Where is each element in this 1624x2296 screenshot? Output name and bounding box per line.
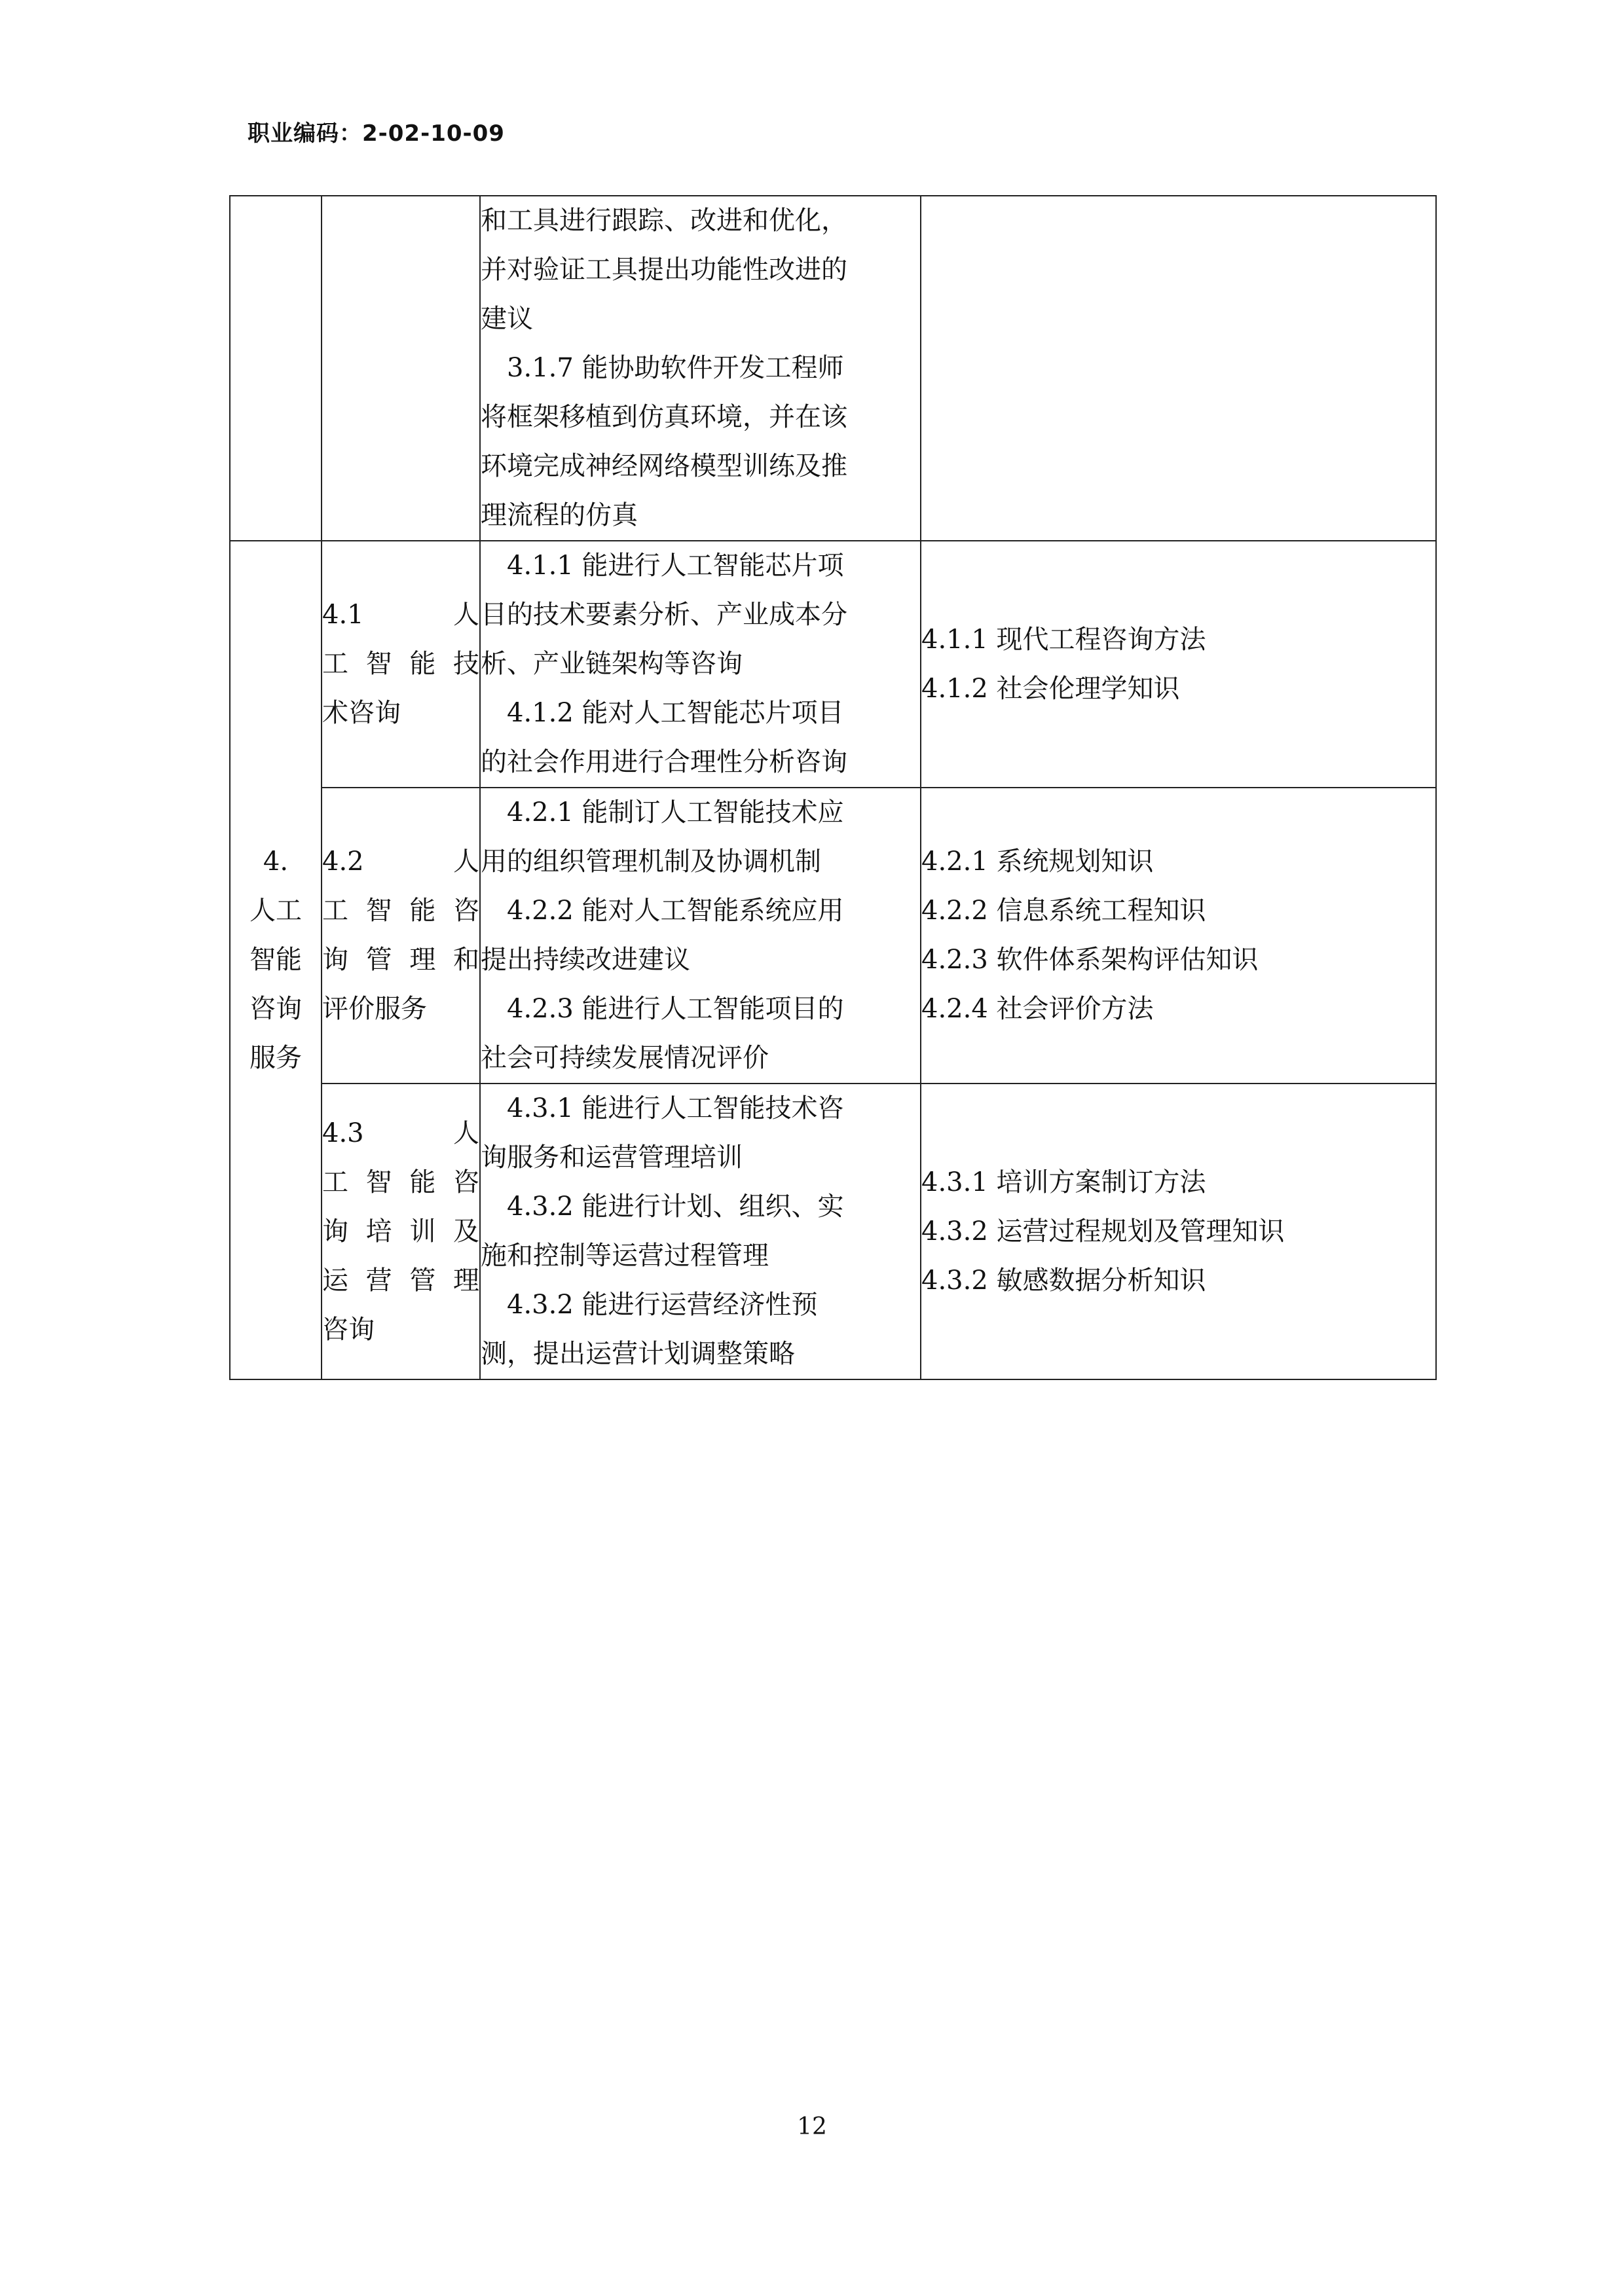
text-line: 4.1.1 现代工程咨询方法 bbox=[921, 624, 1206, 655]
text-line: 4.3.2 能进行计划、组织、实 bbox=[481, 1192, 844, 1222]
text-line: 4.3.1 能进行人工智能技术咨 bbox=[481, 1093, 844, 1123]
text-line: 析、产业链架构等咨询 bbox=[481, 649, 743, 679]
text-line: 工智能咨 bbox=[322, 1167, 479, 1197]
text-line: 4.3.1 培训方案制订方法 bbox=[921, 1167, 1206, 1197]
text-line: 4.2.3 能进行人工智能项目的 bbox=[481, 994, 844, 1024]
text-line: 4.2.1 能制订人工智能技术应 bbox=[481, 797, 844, 828]
text-line: 4.2.4 社会评价方法 bbox=[921, 994, 1154, 1024]
knowledge-cell bbox=[921, 788, 1436, 1084]
requirement-cell bbox=[480, 788, 921, 1084]
knowledge-cell bbox=[921, 1084, 1436, 1379]
text-line: 咨询 bbox=[249, 994, 302, 1024]
text-line: 4.2.1 系统规划知识 bbox=[921, 847, 1154, 877]
requirement-cell bbox=[480, 1084, 921, 1379]
text-line: 测，提出运营计划调整策略 bbox=[481, 1339, 795, 1369]
text-line: 4.1 人 bbox=[322, 600, 479, 630]
skill-cell bbox=[322, 788, 480, 1084]
text-line: 询管理和 bbox=[322, 945, 479, 975]
text-line: 4.2.3 软件体系架构评估知识 bbox=[921, 945, 1259, 975]
text-line: 4.3.2 敏感数据分析知识 bbox=[921, 1265, 1206, 1296]
requirement-cell bbox=[480, 541, 921, 788]
text-line: 的社会作用进行合理性分析咨询 bbox=[481, 747, 847, 777]
text-line: 建议 bbox=[481, 304, 533, 334]
page-number: 12 bbox=[797, 2113, 827, 2140]
text-line: 运营管理 bbox=[322, 1265, 479, 1296]
occupation-code: 职业编码：2-02-10-09 bbox=[248, 120, 505, 147]
text-line: 4.3 人 bbox=[322, 1118, 479, 1148]
text-line: 环境完成神经网络模型训练及推 bbox=[481, 451, 847, 481]
requirement-cell bbox=[480, 196, 921, 541]
empty-cell bbox=[921, 196, 1436, 541]
text-line: 工智能咨 bbox=[322, 896, 479, 926]
text-line: 工智能技 bbox=[322, 649, 479, 679]
text-line: 4.3.2 能进行运营经济性预 bbox=[481, 1290, 818, 1320]
table-row bbox=[230, 1084, 1436, 1379]
text-line: 询服务和运营管理培训 bbox=[481, 1142, 743, 1173]
text-line: 咨询 bbox=[322, 1314, 375, 1345]
text-line: 4. bbox=[263, 847, 289, 877]
text-line: 4.1.2 能对人工智能芯片项目 bbox=[481, 698, 844, 728]
text-line: 4.2 人 bbox=[322, 847, 479, 877]
text-line: 和工具进行跟踪、改进和优化， bbox=[481, 206, 847, 236]
text-line: 提出持续改进建议 bbox=[481, 945, 690, 975]
text-line: 4.1.2 社会伦理学知识 bbox=[921, 673, 1180, 704]
text-line: 理流程的仿真 bbox=[481, 500, 638, 530]
table-row-continuation bbox=[230, 196, 1436, 541]
text-line: 并对验证工具提出功能性改进的 bbox=[481, 255, 847, 285]
table-row bbox=[230, 541, 1436, 788]
table-row bbox=[230, 788, 1436, 1084]
knowledge-cell bbox=[921, 541, 1436, 788]
text-line: 人工 bbox=[249, 896, 302, 926]
text-line: 服务 bbox=[249, 1043, 302, 1073]
text-line: 施和控制等运营过程管理 bbox=[481, 1241, 769, 1271]
text-line: 术咨询 bbox=[322, 698, 401, 728]
text-line: 4.1.1 能进行人工智能芯片项 bbox=[481, 551, 844, 581]
text-line: 3.1.7 能协助软件开发工程师 bbox=[481, 353, 844, 383]
text-line: 用的组织管理机制及协调机制 bbox=[481, 847, 821, 877]
skill-cell bbox=[322, 1084, 480, 1379]
skill-cell bbox=[322, 541, 480, 788]
text-line: 4.3.2 运营过程规划及管理知识 bbox=[921, 1216, 1285, 1247]
text-line: 智能 bbox=[249, 945, 302, 975]
empty-cell bbox=[322, 196, 480, 541]
text-line: 询培训及 bbox=[322, 1216, 479, 1247]
text-line: 社会可持续发展情况评价 bbox=[481, 1043, 769, 1073]
text-line: 评价服务 bbox=[322, 994, 427, 1024]
text-line: 将框架移植到仿真环境，并在该 bbox=[481, 402, 847, 432]
empty-cell bbox=[230, 196, 322, 541]
main-function-cell bbox=[230, 541, 322, 1379]
skill-requirements-table bbox=[229, 195, 1437, 1380]
text-line: 目的技术要素分析、产业成本分 bbox=[481, 600, 847, 630]
text-line: 4.2.2 信息系统工程知识 bbox=[921, 896, 1206, 926]
text-line: 4.2.2 能对人工智能系统应用 bbox=[481, 896, 844, 926]
